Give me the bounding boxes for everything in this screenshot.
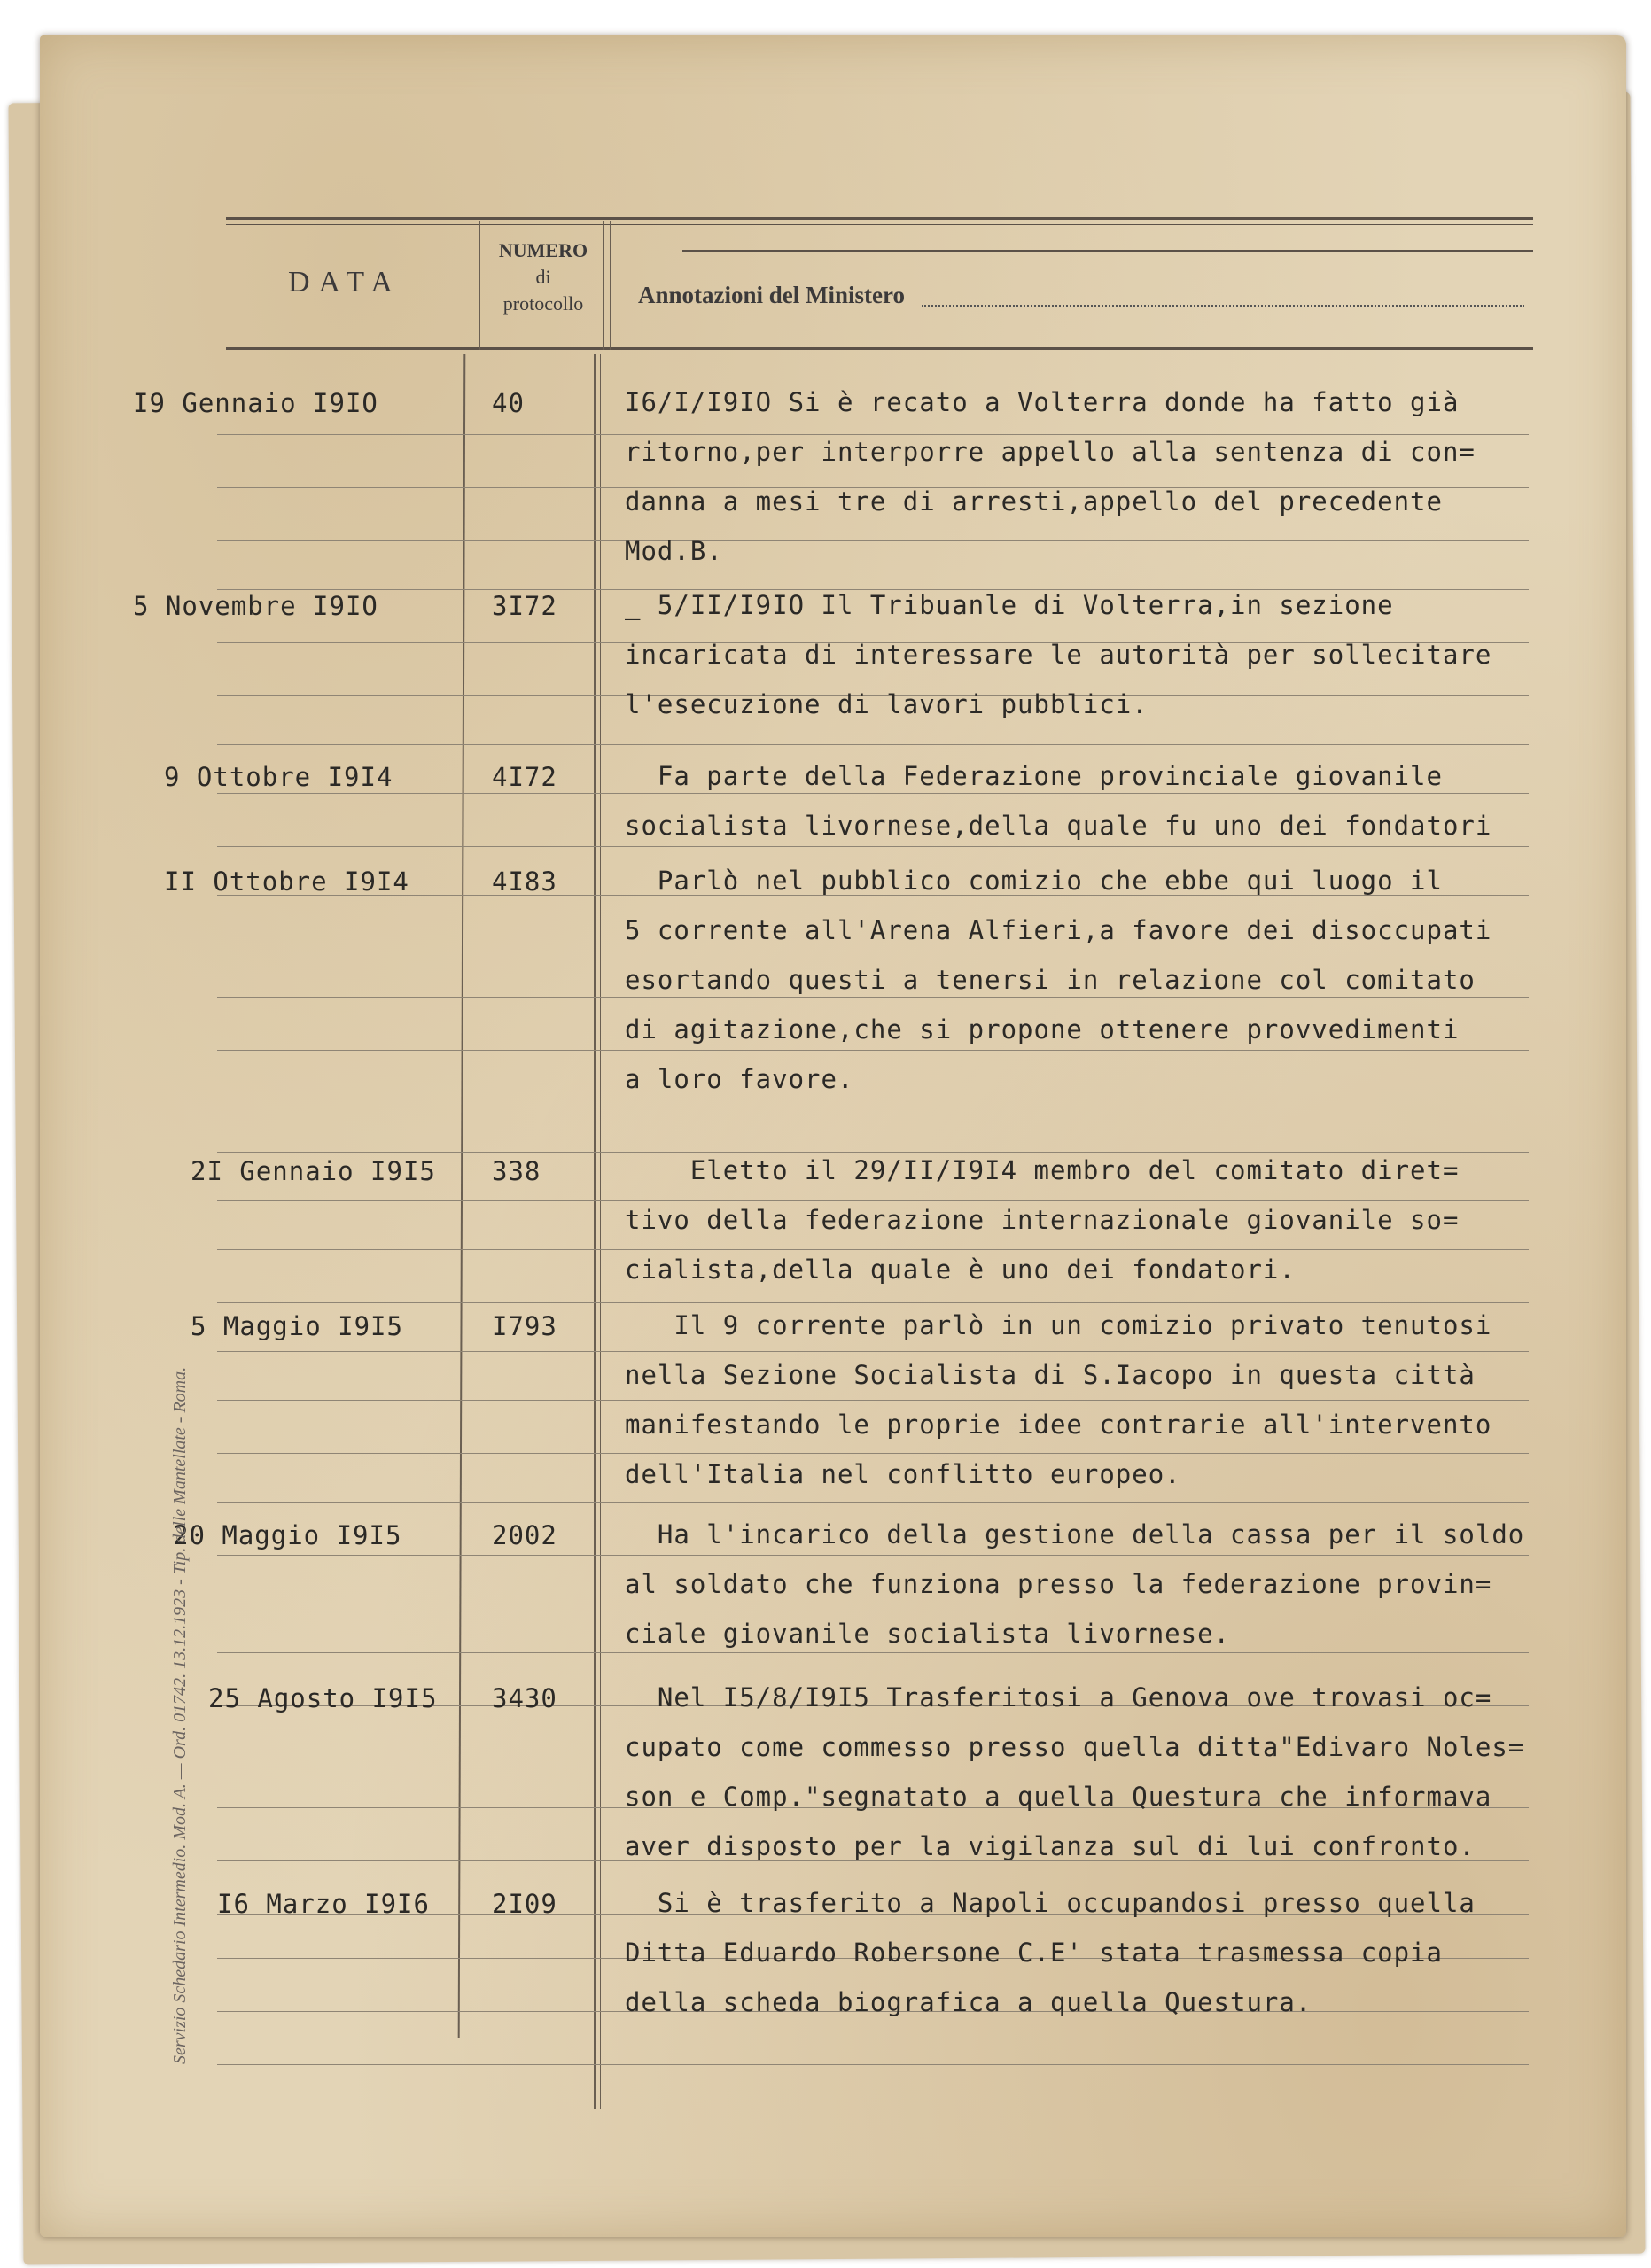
entry-annotation (625, 751, 1608, 850)
header-top-rule (226, 217, 1533, 220)
di-label: di (535, 266, 551, 288)
entry-date: 5 Maggio I9I5 (191, 1311, 403, 1341)
entry-protocol-number: 4I72 (492, 762, 557, 792)
annotation-line: al soldato che funziona presso la federazione provin= (625, 1569, 1492, 1599)
entry-annotation (625, 1510, 1608, 1658)
annotation-line: 5 corrente all'Arena Alfieri,a favore dei disoccupati (625, 915, 1492, 945)
annotation-line: ritorno,per interporre appello alla sentenza di con= (625, 437, 1476, 467)
annotazioni-dotted-line (922, 305, 1524, 307)
header-bottom-rule (226, 347, 1533, 350)
header-divider-3 (610, 221, 611, 350)
protocollo-label: protocollo (502, 292, 584, 315)
annotation-line: danna a mesi tre di arresti,appello del precedente (625, 486, 1443, 517)
annotation-line: nella Sezione Socialista di S.Iacopo in questa città (625, 1360, 1476, 1390)
entry-protocol-number: 338 (492, 1156, 541, 1186)
numero-label: NUMERO (498, 239, 588, 261)
header-second-rule (682, 250, 1533, 252)
entry-annotation (625, 377, 1608, 576)
entry-date: 5 Novembre I9IO (133, 591, 378, 621)
entry-protocol-number: 3430 (492, 1683, 557, 1713)
annotation-line: Mod.B. (625, 536, 723, 566)
column-header-data: DATA (288, 266, 401, 299)
header-top-rule-2 (226, 224, 1533, 225)
entry-date: 9 Ottobre I9I4 (164, 762, 393, 792)
body-divider-text (600, 354, 601, 2109)
entry-annotation (625, 1878, 1608, 2027)
annotation-line: l'esecuzione di lavori pubblici. (625, 689, 1149, 719)
annotation-line: Ha l'incarico della gestione della cassa per il soldo (625, 1519, 1525, 1550)
ruled-line (217, 1502, 1529, 1503)
entry-date: 20 Maggio I9I5 (173, 1520, 402, 1550)
annotation-line: Eletto il 29/II/I9I4 membro del comitato diret= (625, 1155, 1460, 1185)
entry-protocol-number: 2I09 (492, 1889, 557, 1919)
entry-protocol-number: 3I72 (492, 591, 557, 621)
entry-protocol-number: 4I83 (492, 866, 557, 897)
entry-annotation (625, 856, 1608, 1104)
annotation-line: Si è trasferito a Napoli occupandosi presso quella (625, 1888, 1476, 1918)
entry-date: 2I Gennaio I9I5 (191, 1156, 436, 1186)
annotation-line: dell'Italia nel conflitto europeo. (625, 1459, 1181, 1489)
header-divider-1 (479, 221, 480, 350)
printer-imprint: Servizio Schedario Intermedio. Mod. A. — Ord. 01742. 13.12.1923 - Tip. delle Mantellate - Roma. (170, 1366, 190, 2064)
annotation-line: a loro favore. (625, 1064, 854, 1094)
annotation-line: Ditta Eduardo Robersone C.E' stata trasmessa copia (625, 1938, 1443, 1968)
entry-protocol-number: 40 (492, 388, 525, 418)
ruled-line (217, 744, 1529, 745)
annotation-line: tivo della federazione internazionale giovanile so= (625, 1205, 1460, 1235)
annotation-line: I6/I/I9IO Si è recato a Volterra donde ha fatto già (625, 387, 1460, 417)
annotation-line: Nel I5/8/I9I5 Trasferitosi a Genova ove trovasi oc= (625, 1682, 1492, 1713)
annotation-line: incaricata di interessare le autorità per sollecitare (625, 640, 1492, 670)
annotation-line: cialista,della quale è uno dei fondatori. (625, 1254, 1296, 1285)
annotation-line: son e Comp."segnatato a quella Questura che informava (625, 1782, 1492, 1812)
ruled-line (217, 2064, 1529, 2065)
entry-annotation (625, 1673, 1608, 1871)
entry-date: II Ottobre I9I4 (164, 866, 409, 897)
entry-date: 25 Agosto I9I5 (208, 1683, 438, 1713)
entry-date: I9 Gennaio I9IO (133, 388, 378, 418)
entry-annotation (625, 1146, 1608, 1294)
annotation-line: aver disposto per la vigilanza sul di lui confronto. (625, 1831, 1476, 1861)
entry-annotation (625, 580, 1608, 729)
annotation-line: manifestando le proprie idee contrarie all'intervento (625, 1410, 1492, 1440)
entry-annotation (625, 1301, 1608, 1499)
column-header-annotazioni: Annotazioni del Ministero (638, 282, 906, 308)
annotation-line: Parlò nel pubblico comizio che ebbe qui luogo il (625, 866, 1443, 896)
annotation-line: esortando questi a tenersi in relazione col comitato (625, 965, 1476, 995)
body-divider-num (594, 354, 596, 2109)
column-header-numero (486, 237, 601, 317)
entry-protocol-number: 2002 (492, 1520, 557, 1550)
entry-protocol-number: I793 (492, 1311, 557, 1341)
annotation-line: ciale giovanile socialista livornese. (625, 1619, 1231, 1649)
header-divider-2 (603, 221, 604, 350)
annotation-line: di agitazione,che si propone ottenere provvedimenti (625, 1014, 1460, 1045)
annotation-line: _ 5/II/I9IO Il Tribuanle di Volterra,in sezione (625, 590, 1394, 620)
annotation-line: cupato come commesso presso quella ditta"Edivaro Noles= (625, 1732, 1525, 1762)
annotation-line: della scheda biografica a quella Questura. (625, 1987, 1312, 2017)
annotation-line: Il 9 corrente parlò in un comizio privato tenutosi (625, 1310, 1492, 1340)
annotation-line: socialista livornese,della quale fu uno dei fondatori (625, 811, 1492, 841)
annotation-line: Fa parte della Federazione provinciale giovanile (625, 761, 1443, 791)
entry-date: I6 Marzo I9I6 (217, 1889, 430, 1919)
